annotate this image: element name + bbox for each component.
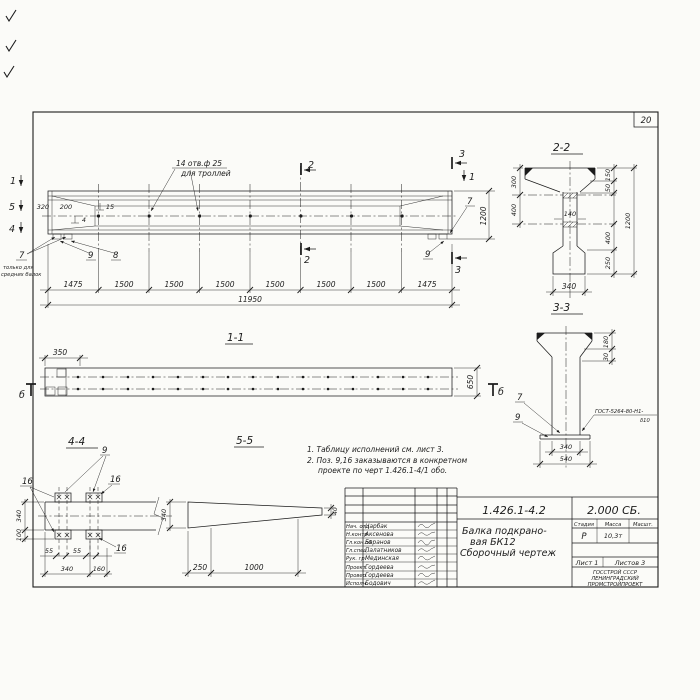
dim-140-22: 140	[563, 210, 577, 218]
chain-dim: 1500	[215, 280, 235, 289]
dim-650: 650	[466, 374, 475, 390]
drawing-title-1: Балка подкрано-	[462, 526, 547, 537]
section-2-2	[510, 142, 637, 298]
note-line-2: 2. Поз. 9,16 заказываются в конкретном	[307, 456, 468, 465]
pos-7-33: 7	[517, 393, 523, 403]
view-5-5-label: 5-5	[236, 435, 254, 447]
pos-7-right: 7	[467, 197, 473, 207]
dim-200: 200	[59, 203, 73, 211]
chain-dim: 1475	[63, 280, 83, 289]
staff-name: Аксенова	[365, 532, 394, 538]
dim-340b-44: 340	[60, 565, 74, 573]
pos-9-right: 9	[425, 250, 431, 260]
staff-role: Проект.	[346, 565, 368, 571]
cut-mark-1-label: 1	[10, 176, 17, 187]
dim-540-33: 540	[559, 455, 573, 463]
staff-role: Провер.	[346, 573, 368, 579]
dim-55-a: 55	[44, 547, 54, 555]
cut-mark-4-label: 4	[9, 224, 16, 235]
staff-role: Исполн.	[346, 581, 368, 587]
dim-1200-elevation: 1200	[479, 206, 488, 226]
dim-100-44: 100	[15, 528, 23, 542]
pos-4: 4	[81, 216, 87, 224]
col-mass: Масса	[604, 522, 622, 528]
marker-b-right: б	[498, 387, 504, 398]
sheets-value: Листов 3	[614, 559, 646, 567]
chain-dim: 1500	[164, 280, 184, 289]
note-only-for-2: средних балок	[1, 272, 42, 278]
col-stage: Стадия	[574, 522, 594, 528]
note-line-3: проекте по черт 1.426.1-4/1 обо.	[318, 466, 448, 475]
staff-name: Гордеева	[365, 565, 394, 571]
org-line-3: ПРОМСТРОЙПРОЕКТ	[587, 582, 643, 588]
page-number: 20	[640, 116, 652, 126]
pos-16-right: 16	[110, 475, 121, 485]
org-line-2: ЛЕНИНГРАДСКИЙ	[591, 576, 639, 582]
pos-16-left: 16	[22, 477, 33, 487]
dim-30-33: 30	[602, 352, 610, 362]
view-4-4	[15, 436, 172, 577]
dim-320: 320	[36, 203, 50, 211]
staff-role: Гл.кон.об	[346, 540, 372, 546]
section-1-1	[19, 332, 504, 401]
dim-340-44: 340	[15, 509, 23, 523]
holes-callout-line1: 14 отв.ф 25	[176, 159, 223, 168]
pos-16-bottom: 16	[116, 544, 127, 554]
staff-role: Рук. гр.	[346, 556, 367, 562]
holes-callout-line2: для троллей	[181, 169, 231, 178]
pos-8: 8	[113, 251, 119, 261]
title-block	[345, 488, 658, 588]
doc-number: 1.426.1-4.2	[482, 504, 546, 517]
pos-9-33: 9	[515, 413, 521, 423]
drawing-title-2: вая БК12	[470, 537, 516, 548]
dim-250-22: 250	[604, 256, 612, 270]
stage-value: Р	[581, 532, 587, 542]
marker-b-left: б	[19, 390, 25, 401]
dim-total: 11950	[238, 295, 262, 304]
dim-40-55: 40	[333, 507, 339, 515]
chain-dim: 1500	[366, 280, 386, 289]
chain-dim: 1500	[265, 280, 285, 289]
drawing-title-3: Сборочный чертеж	[460, 548, 557, 559]
dimension-chain	[40, 244, 460, 308]
weld-note-line1: ГОСТ-5264-80-Н1-	[595, 409, 644, 415]
staff-name: Баранов	[365, 540, 391, 546]
staff-rows	[346, 524, 402, 587]
staff-name: Царбак	[365, 524, 388, 530]
dim-1200-22: 1200	[624, 212, 632, 230]
dim-55-b: 55	[72, 547, 82, 555]
dim-1000-55: 1000	[244, 563, 264, 572]
general-notes	[307, 445, 468, 475]
staff-name: Гордеева	[365, 573, 394, 579]
cut-mark-5-label: 5	[9, 202, 16, 213]
col-scale: Масшт.	[633, 522, 653, 528]
dim-400r-22: 400	[604, 231, 612, 245]
dim-340-55: 340	[160, 508, 168, 522]
staff-name: Палатников	[365, 548, 402, 554]
section-3-3	[513, 302, 657, 470]
sheet-value: Лист 1	[575, 559, 599, 567]
staff-role: Нач. отд	[346, 524, 370, 530]
dim-400l-22: 400	[510, 203, 518, 217]
doc-code: 2.000 СБ.	[587, 504, 641, 517]
dim-350: 350	[52, 348, 68, 357]
note-line-1: 1. Таблицу исполнений см. лист 3.	[307, 445, 445, 454]
chain-dim: 1500	[114, 280, 134, 289]
pos-7-left: 7	[19, 251, 25, 261]
weld-note-line2: δ10	[640, 418, 650, 424]
staff-role: Н.контр.	[346, 532, 370, 538]
cut-mark-1-right: 1	[469, 172, 476, 183]
dim-340-33: 340	[559, 443, 573, 451]
chain-dim: 1475	[417, 280, 437, 289]
section-2-2-label: 2-2	[553, 142, 571, 154]
org-line-1: ГОССТРОЙ СССР	[592, 570, 638, 576]
dim-180-33: 180	[602, 335, 610, 349]
pos-9-44: 9	[102, 446, 108, 456]
dim-300-22: 300	[510, 175, 518, 189]
margin-check-marks	[4, 10, 16, 77]
section-1-1-label: 1-1	[227, 332, 245, 344]
cut-mark-3-top: 3	[459, 149, 466, 160]
note-only-for-1: только для	[3, 265, 34, 271]
elevation-view	[1, 149, 495, 308]
cut-mark-2-top: 2	[308, 160, 315, 171]
cut-mark-2-bottom: 2	[304, 255, 311, 266]
chain-dim: 1500	[316, 280, 336, 289]
staff-role: Гл.спец.	[346, 548, 369, 554]
dim-250-55: 250	[192, 563, 208, 572]
section-3-3-label: 3-3	[553, 302, 571, 314]
dim-340-22: 340	[561, 282, 577, 291]
pos-15: 15	[105, 203, 115, 211]
staff-name: Мединская	[365, 556, 399, 562]
pos-9-left: 9	[88, 251, 94, 261]
dim-150-22: 150	[604, 168, 612, 182]
view-4-4-label: 4-4	[68, 436, 86, 448]
cut-mark-3-bottom: 3	[455, 265, 462, 276]
signature-marks	[418, 523, 435, 584]
mass-value: 10,3т	[603, 532, 623, 540]
dim-160-44: 160	[92, 565, 106, 573]
dim-50-22: 50	[604, 183, 612, 193]
staff-name: Бодович	[365, 581, 391, 587]
